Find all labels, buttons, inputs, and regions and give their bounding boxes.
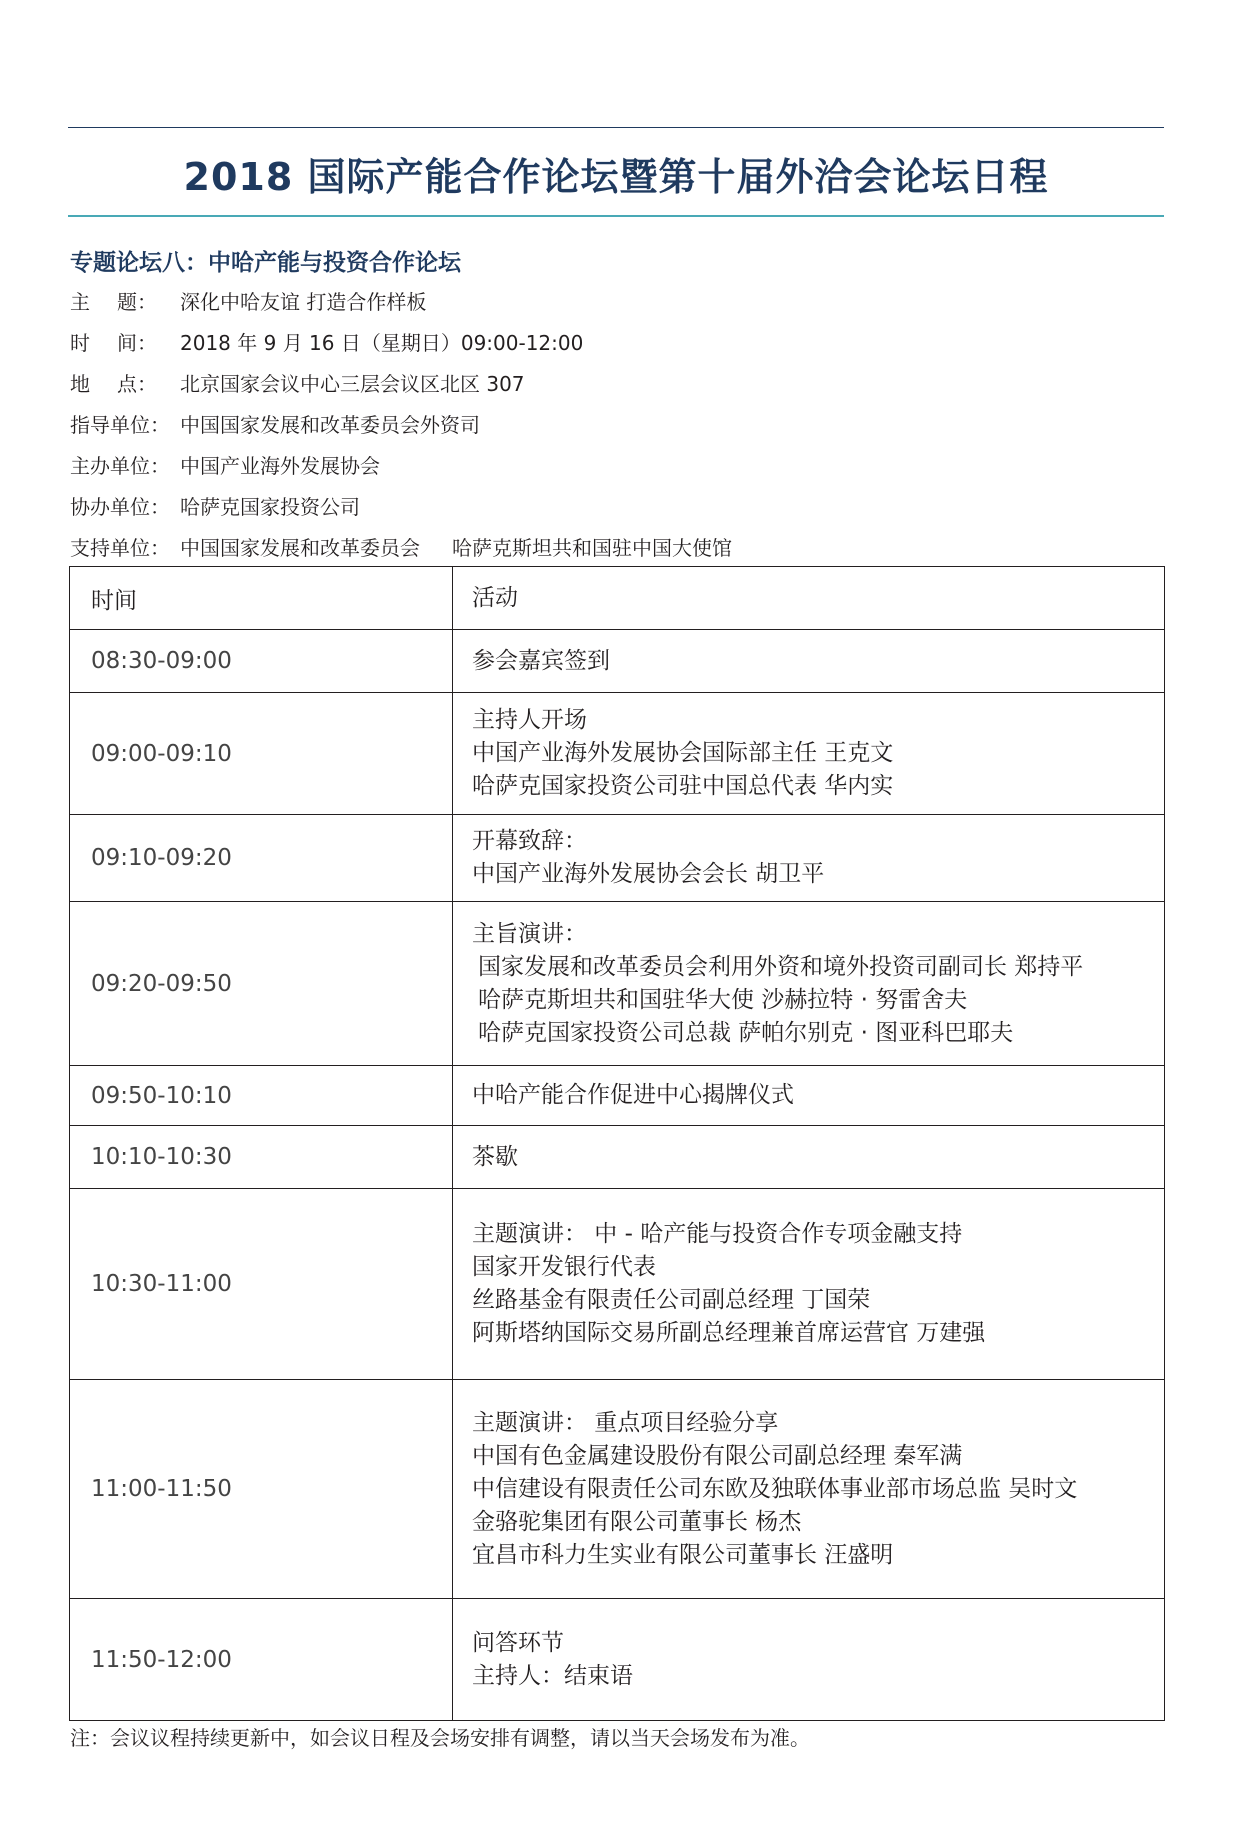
page-title: 2018 国际产能合作论坛暨第十届外洽会论坛日程 [183,155,1049,199]
info-coorganizer-label: 协办单位： [70,495,170,519]
row-activity [453,1126,1165,1189]
activity-line: 中国产业海外发展协会会长 胡卫平 [472,861,825,887]
header-activity: 活动 [453,567,1165,630]
info-support-value-2: 哈萨克斯坦共和国驻中国大使馆 [452,536,732,560]
header-time: 时间 [70,567,453,630]
row-time: 09:20-09:50 [70,902,453,1066]
activity-line: 哈萨克国家投资公司总裁 萨帕尔别克 · 图亚科巴耶夫 [478,1019,1014,1046]
info-time-value: 2018 年 9 月 16 日（星期日）09:00-12:00 [180,331,584,355]
activity-line: 茶歇 [472,1143,518,1170]
row-time: 08:30-09:00 [70,630,453,693]
activity-line: 主持人：结束语 [472,1662,633,1689]
info-theme-label: 主 题： [70,290,157,314]
schedule-table [69,566,1165,1721]
table-row [70,1126,1165,1189]
row-time: 09:50-10:10 [70,1066,453,1126]
row-time: 10:30-11:00 [70,1189,453,1380]
activity-line: 参会嘉宾签到 [472,647,610,674]
row-activity [453,630,1165,693]
activity-line: 中哈产能合作促进中心揭牌仪式 [472,1082,794,1108]
activity-line: 哈萨克国家投资公司驻中国总代表 华内实 [472,773,894,799]
info-coorganizer-value: 哈萨克国家投资公司 [180,495,360,519]
row-activity [453,815,1165,902]
table-row [70,1380,1165,1599]
row-activity [453,1066,1165,1126]
info-guide-value: 中国国家发展和改革委员会外资司 [180,413,480,437]
table-row [70,1189,1165,1380]
activity-line: 丝路基金有限责任公司副总经理 丁国荣 [472,1287,871,1313]
activity-line: 哈萨克斯坦共和国驻华大使 沙赫拉特 · 努雷舍夫 [478,986,968,1013]
info-theme-value: 深化中哈友谊 打造合作样板 [180,290,427,314]
activity-line: 金骆驼集团有限公司董事长 杨杰 [472,1508,802,1535]
table-row [70,902,1165,1066]
table-row [70,630,1165,693]
forum-title: 专题论坛八：中哈产能与投资合作论坛 [70,250,461,276]
info-time [70,321,732,362]
row-time: 09:00-09:10 [70,693,453,815]
activity-line: 主题演讲： 重点项目经验分享 [472,1409,779,1436]
table-row [70,815,1165,902]
table-row [70,1599,1165,1721]
row-activity [453,1599,1165,1721]
row-activity [453,693,1165,815]
table-header-row [70,567,1165,630]
info-support [70,526,732,567]
row-time: 11:50-12:00 [70,1599,453,1721]
activity-line: 主持人开场 [472,707,587,733]
info-place-value: 北京国家会议中心三层会议区北区 307 [180,372,525,396]
activity-line: 国家开发银行代表 [472,1254,656,1280]
activity-line: 开幕致辞： [472,828,587,854]
info-host-label: 主办单位： [70,454,170,478]
info-coorganizer [70,485,732,526]
activity-line: 阿斯塔纳国际交易所副总经理兼首席运营官 万建强 [472,1320,986,1346]
info-place [70,362,732,403]
info-support-label: 支持单位： [70,536,170,560]
info-theme [70,280,732,321]
row-time: 10:10-10:30 [70,1126,453,1189]
activity-line: 中国有色金属建设股份有限公司副总经理 秦军满 [472,1442,963,1469]
row-activity [453,1189,1165,1380]
activity-line: 中国产业海外发展协会国际部主任 王克文 [472,740,894,766]
info-host-value: 中国产业海外发展协会 [180,454,380,478]
forum-info [70,280,732,567]
activity-line: 宜昌市科力生实业有限公司董事长 汪盛明 [472,1541,894,1568]
table-row [70,1066,1165,1126]
table-row [70,693,1165,815]
activity-line: 主题演讲： 中 - 哈产能与投资合作专项金融支持 [472,1221,963,1247]
info-place-label: 地 点： [70,372,157,396]
top-divider [68,127,1164,128]
footnote: 注：会议议程持续更新中，如会议日程及会场安排有调整，请以当天会场发布为准。 [70,1726,810,1750]
info-support-value-1: 中国国家发展和改革委员会 [180,536,420,560]
activity-line: 主旨演讲： [472,920,587,947]
info-guide [70,403,732,444]
info-time-label: 时 间： [70,331,157,355]
info-host [70,444,732,485]
row-time: 09:10-09:20 [70,815,453,902]
row-activity [453,1380,1165,1599]
row-activity [453,902,1165,1066]
row-time: 11:00-11:50 [70,1380,453,1599]
info-guide-label: 指导单位： [70,413,170,437]
title-divider [68,215,1164,217]
activity-line: 中信建设有限责任公司东欧及独联体事业部市场总监 吴时文 [472,1475,1078,1502]
activity-line: 国家发展和改革委员会利用外资和境外投资司副司长 郑持平 [478,953,1084,980]
activity-line: 问答环节 [472,1629,564,1656]
